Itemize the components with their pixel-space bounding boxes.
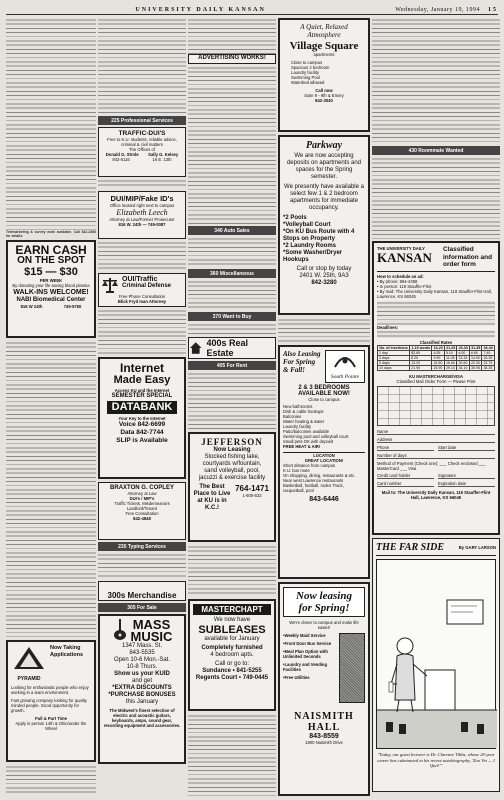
south-pointe-t1: 2 & 3 BEDROOMS bbox=[298, 385, 350, 391]
rates-header-cell: 36-40 bbox=[483, 345, 493, 350]
jefferson-logo: JEFFERSON bbox=[201, 437, 263, 447]
naismith-f3: •Meal Plan Option with Unlimited Seconds bbox=[283, 649, 328, 659]
parkway-phone: 842-3280 bbox=[311, 280, 337, 286]
south-pointe-logo-icon bbox=[333, 353, 357, 369]
south-pointe-ad bbox=[278, 345, 370, 579]
village-b5: Waterbed allowed bbox=[291, 80, 325, 85]
mass-phone: 843-5535 bbox=[129, 650, 155, 656]
rate-cell: 7.45 bbox=[482, 350, 495, 355]
rate-cell: 8.20 bbox=[410, 355, 432, 360]
south-pointe-loc2: K.U. bus route bbox=[283, 468, 310, 473]
rate-cell: 9.90 bbox=[432, 355, 445, 360]
mass-address: 1347 Mass. St. bbox=[121, 643, 163, 649]
internet-data: Data 842-7744 bbox=[120, 429, 164, 436]
rate-cell: 38.35 bbox=[482, 365, 495, 370]
oui-traffic-ad bbox=[98, 273, 186, 307]
rate-cell: 13.15 bbox=[458, 355, 468, 360]
braxton-name: BRAXTON G. COPLEY bbox=[110, 485, 174, 491]
south-pointe-f1: New bathrooms bbox=[283, 404, 313, 409]
pyramid-body: Looking for enthusiastic people who enjoy working in a team environment. bbox=[11, 685, 89, 695]
help-wanted-teaser: Telemarketing & survey work available. Call 842-3366 for details. bbox=[6, 230, 96, 239]
south-pointe-f2: Dish & cable hookups bbox=[283, 409, 324, 414]
masterchapt-t7: Sundance • 841-5255 bbox=[202, 668, 262, 674]
rate-cell: 23.75 bbox=[482, 360, 495, 365]
kansan-how-to: How to schedule an ad: bbox=[377, 273, 424, 279]
village-call: Call now bbox=[315, 88, 333, 93]
traffic-offices: The Offices of bbox=[129, 147, 155, 152]
village-addr: Suite 9 - 9th & Emery bbox=[304, 93, 344, 98]
south-pointe-loc-title: GREAT LOCATION! bbox=[304, 458, 344, 463]
classified-text-block bbox=[98, 309, 186, 355]
parkway-f3: *On KU Bus Route with 4 Stops on Property bbox=[283, 229, 355, 242]
parkway-f5: *Some Washer/Dryer Hookups bbox=[283, 250, 343, 263]
naismith-t3: We're closer to campus and make life easier! bbox=[289, 620, 359, 630]
rate-cell: 5.10 bbox=[444, 350, 457, 355]
masterchapt-t6: Call or go to: bbox=[214, 661, 250, 667]
oui-title-2: Criminal Defense bbox=[122, 283, 172, 289]
page-header bbox=[6, 3, 498, 15]
oui-name: Blick Fryd man Attorney bbox=[117, 299, 167, 304]
parkway-commons-ad bbox=[278, 135, 370, 315]
traffic-phone: 842-5116 bbox=[112, 157, 130, 162]
music-logo: MUSIC bbox=[130, 629, 173, 644]
kansan-form-logo: KANSAN bbox=[377, 250, 432, 265]
address-field[interactable] bbox=[377, 437, 495, 443]
naismith-building-photo bbox=[339, 633, 365, 703]
pyramid-ad bbox=[6, 640, 96, 762]
name-field-label: Name bbox=[377, 428, 389, 434]
classified-text-block bbox=[188, 323, 276, 335]
phone-field[interactable] bbox=[377, 445, 434, 451]
rate-cell: 10 days bbox=[378, 365, 410, 370]
rates-header-cell: 31-35 bbox=[471, 345, 481, 350]
rates-header-cell: 16-20 bbox=[433, 345, 443, 350]
classified-text-block bbox=[188, 372, 276, 430]
mass-bonuses: *PURCHASE BONUSES bbox=[108, 692, 176, 698]
far-side-comic bbox=[372, 538, 500, 792]
internet-voice: Voice 842-6699 bbox=[118, 421, 166, 428]
south-pointe-loc5: Basketball, football, rodeo Track, racquetball, pool bbox=[283, 483, 344, 493]
braxton-title: Attorney at Law bbox=[127, 491, 157, 496]
want-to-buy-header: 370 Want to Buy bbox=[188, 312, 276, 321]
traffic-name-2: Sally G. Kelsey bbox=[148, 152, 179, 157]
rate-cell: 4.55 bbox=[432, 350, 445, 355]
braxton-t5: Landlord/Tenant bbox=[126, 506, 158, 511]
naismith-address: 1800 Naismith Drive bbox=[305, 740, 343, 745]
advertising-works-banner: ADVERTISING WORKS! bbox=[188, 54, 276, 64]
traffic-address: 16 E. 13th bbox=[152, 157, 172, 162]
internet-key: Your Key to the Internet bbox=[118, 416, 166, 421]
name-field[interactable] bbox=[377, 429, 495, 435]
parkway-t2: We presently have available a select few 1 & 2 bedroom apartments for immediate occupancy. bbox=[284, 184, 364, 211]
village-b3: Laundry facility bbox=[291, 70, 319, 75]
classified-text-block bbox=[188, 18, 276, 54]
cartoon-drawing bbox=[377, 560, 497, 748]
earn-cash-ad bbox=[6, 240, 96, 338]
naismith-f5: •Free Utilities bbox=[283, 675, 310, 680]
village-b1: Close to campus bbox=[291, 60, 323, 65]
internet-slip: SLIP is Available bbox=[116, 437, 168, 444]
classified-text-block bbox=[188, 545, 276, 597]
earn-cash-desc: By donating your life saving blood plasma bbox=[12, 283, 90, 288]
rate-cell: 34.10 bbox=[458, 365, 468, 370]
south-pointe-t3: Close to campus bbox=[308, 397, 340, 402]
earn-cash-headline-2: ON THE SPOT bbox=[17, 255, 85, 266]
days-label: Number of days bbox=[377, 452, 407, 458]
mass-logo: MASS bbox=[132, 617, 171, 632]
jefferson-tagline: The Best Place to Live at KU is in K.C.! bbox=[193, 484, 231, 511]
earn-cash-address: 816 W 24th bbox=[20, 304, 43, 309]
earn-cash-amount: $15 — $30 bbox=[24, 266, 78, 278]
south-pointe-f5: Laundry facility bbox=[283, 424, 311, 429]
number-of-days-field[interactable] bbox=[377, 453, 495, 459]
rate-cell: 16.35 bbox=[482, 355, 495, 360]
masterchapt-t1: We now have bbox=[213, 617, 251, 623]
south-pointe-f4: Water heating & water bbox=[283, 419, 325, 424]
classified-text-block bbox=[372, 18, 500, 144]
header-date: Wednesday, January 19, 1994 bbox=[395, 7, 480, 13]
signature-field[interactable] bbox=[438, 473, 495, 479]
masterchapt-logo: MASTERCHAPT bbox=[193, 604, 271, 615]
dui-sub-2: Attorney at Law/Former Prosecutor bbox=[109, 217, 175, 222]
expiration-label: Expiration date bbox=[438, 480, 466, 486]
classified-text-block bbox=[6, 18, 96, 230]
rates-header-cell: 21-25 bbox=[446, 345, 456, 350]
pyramid-sub: Now Taking Applications bbox=[50, 645, 84, 658]
rates-table bbox=[377, 345, 495, 371]
signature-label: Signature bbox=[438, 472, 456, 478]
kansan-method-2: • In person: 119 Stauffer-Flint bbox=[377, 283, 432, 289]
scales-of-justice-icon bbox=[101, 276, 119, 294]
header-page-number: 15 bbox=[487, 7, 498, 13]
earn-cash-headline: EARN CASH bbox=[15, 243, 87, 257]
rate-cell: 5 days bbox=[378, 360, 410, 365]
far-side-cartoon-image bbox=[376, 559, 496, 749]
braxton-copley-ad bbox=[98, 482, 186, 540]
classified-text-block bbox=[372, 157, 500, 239]
column-3 bbox=[188, 18, 276, 796]
traffic-sub: Free to K.U. students, reliable advice, criminal & civil matters bbox=[107, 137, 177, 147]
south-pointe-loc4: Near west Lawrence restaurants bbox=[283, 478, 344, 483]
classified-text-block bbox=[188, 66, 276, 224]
for-sale-header: 305 For Sale bbox=[98, 603, 186, 612]
guitar-icon bbox=[112, 619, 128, 641]
far-side-byline: By GARY LARSON bbox=[458, 545, 496, 550]
village-logo: Village Square bbox=[289, 40, 359, 52]
naismith-now-leasing: Now leasing bbox=[296, 590, 352, 602]
classified-text-block bbox=[188, 280, 276, 310]
village-b2: Spacious 2 bedroom bbox=[291, 65, 330, 70]
village-square-ad bbox=[278, 18, 370, 132]
earn-cash-walkins: WALK-INS WELCOME! bbox=[13, 289, 89, 296]
jefferson-f2: courtyards w/fountain, bbox=[202, 461, 262, 467]
kansan-form-heading: Classified information and order form bbox=[443, 246, 493, 268]
south-pointe-banner: Also Leasing For Spring & Fall! bbox=[283, 350, 321, 374]
earn-cash-center: NABI Biomedical Center bbox=[16, 297, 86, 303]
south-pointe-loc-heading: LOCATION bbox=[283, 452, 365, 458]
jefferson-f3: sand volleyball, pool, bbox=[204, 468, 260, 474]
start-date-label: Start date bbox=[438, 444, 457, 450]
rate-cell: 21.90 bbox=[410, 365, 432, 370]
rate-cell: 29.10 bbox=[445, 365, 455, 370]
south-pointe-logo: South Pointe bbox=[330, 374, 360, 380]
mass-hours: Open 10-6 Mon.-Sat. bbox=[113, 657, 171, 663]
naismith-f1: •Weekly Maid Service bbox=[283, 633, 326, 638]
classified-text-block-3 bbox=[6, 765, 96, 796]
kansan-deadlines: Deadlines: bbox=[377, 324, 399, 330]
rate-cell: 6.00 bbox=[457, 350, 470, 355]
braxton-t4: Traffic Tickets, Misdemeanors bbox=[114, 501, 170, 506]
jefferson-f1: Stocked fishing lake, bbox=[204, 454, 260, 460]
mail-to: Mail to: The University Daily Kansan, 119 Stauffer-Flint Hall, Lawrence, KS 66045 bbox=[381, 489, 491, 500]
jefferson-phone-2: 1-800-633 bbox=[242, 493, 262, 498]
rate-cell: 13.20 bbox=[410, 360, 432, 365]
mass-january: this January bbox=[125, 699, 159, 705]
misc-header: 360 Miscellaneous bbox=[188, 269, 276, 278]
traffic-name-1: Donald G. Strole bbox=[105, 152, 139, 157]
village-t2: Atmosphere bbox=[307, 31, 341, 39]
classified-text-block bbox=[278, 318, 370, 342]
classified-text-block bbox=[98, 179, 186, 189]
braxton-t6: Free Consultation bbox=[125, 511, 159, 516]
oui-sub: Free Phone Consultation bbox=[118, 294, 166, 299]
village-b4: Swimming Pool bbox=[291, 75, 320, 80]
house-icon bbox=[189, 341, 203, 355]
merchandise-header: 300s Merchandise bbox=[98, 581, 186, 601]
real-estate-header: 400s Real Estate bbox=[188, 337, 276, 359]
dui-fake-id-ad bbox=[98, 191, 186, 239]
naismith-f2: •Front Door Bus Service bbox=[283, 641, 332, 646]
kansan-method-1: • By phone: 864-4358 bbox=[377, 278, 418, 284]
masterchapt-t3: available for January bbox=[204, 636, 260, 642]
naismith-phone: 843-8559 bbox=[309, 733, 339, 740]
phone-field-label: Phone bbox=[377, 444, 390, 450]
naismith-hall-ad bbox=[278, 582, 370, 796]
mass-and-get: and get bbox=[131, 678, 153, 684]
kansan-policy-text bbox=[377, 301, 495, 325]
south-pointe-f3: Balconies bbox=[283, 414, 302, 419]
dui-sub: Office located right next to campus bbox=[109, 203, 175, 208]
internet-headline: Internet bbox=[119, 361, 164, 375]
mass-hours-2: 10-8 Thurs. bbox=[126, 664, 158, 670]
cardholder-field[interactable] bbox=[377, 473, 434, 479]
south-pointe-f6: Patio/balconies available bbox=[283, 429, 330, 434]
jefferson-f4: jacuzzi & exercise facility bbox=[198, 475, 266, 481]
far-side-title: THE FAR SIDE bbox=[376, 542, 444, 553]
earn-cash-phone: 749-5750 bbox=[63, 304, 82, 309]
parkway-addr: 2401 W. 25th, 9A3 bbox=[299, 273, 349, 279]
classified-text-block bbox=[98, 18, 186, 114]
payment-method[interactable]: Method of Payment (Check one): ___ Check enclosed ___ MasterCard ___ Visa bbox=[377, 460, 486, 471]
braxton-t3: DUI's / MIP's bbox=[129, 496, 155, 501]
masterchapt-t4: Completely furnished bbox=[201, 645, 263, 651]
jefferson-phone: 764-1471 bbox=[235, 484, 269, 493]
pyramid-foot: Fast growing company looking for quality minded people. Good opportunity for growth. bbox=[11, 698, 87, 713]
south-pointe-f9: FREE HEAT & AIR! bbox=[283, 444, 321, 449]
ad-copy-grid[interactable] bbox=[377, 386, 495, 426]
jefferson-leasing: Now Leasing bbox=[213, 447, 251, 453]
column-4 bbox=[278, 18, 370, 796]
kansan-deadline-text bbox=[377, 330, 495, 338]
rate-cell: 25.95 bbox=[433, 365, 443, 370]
rate-cell: 1 day bbox=[378, 350, 410, 355]
expiration-field[interactable] bbox=[438, 481, 495, 487]
kansan-form-title: THE UNIVERSITY DAILY bbox=[377, 246, 425, 251]
dui-phone: 816 W. 24th — 749-0087 bbox=[118, 222, 166, 227]
mass-discounts: *EXTRA DISCOUNTS bbox=[112, 685, 172, 691]
internet-access: Access KU and the Internet bbox=[114, 388, 170, 393]
rate-cell: 3 days bbox=[378, 355, 410, 360]
pyramid-foot-2: Full & Part Time bbox=[35, 716, 67, 721]
south-pointe-loc3: On shopping, dining, restaurants & etc. bbox=[283, 473, 356, 478]
pyramid-logo-icon bbox=[12, 645, 46, 671]
village-phone: 842-3040 bbox=[315, 98, 333, 103]
table-row bbox=[378, 365, 495, 370]
kansan-rates-title: Classified Rates bbox=[419, 339, 453, 345]
column-5 bbox=[372, 18, 500, 796]
professional-services-header: 225 Professional Services bbox=[98, 116, 186, 125]
rate-cell: 20.50 bbox=[458, 360, 468, 365]
rates-table-header-row bbox=[378, 345, 495, 350]
rate-cell: 14.90 bbox=[470, 355, 480, 360]
parkway-t3: Call or stop by today bbox=[296, 266, 352, 272]
parkway-f4: *2 Laundry Rooms bbox=[283, 243, 337, 249]
masterchapt-ad bbox=[188, 599, 276, 711]
dui-title: DUI/MIP/Fake ID's bbox=[110, 194, 174, 203]
roommate-wanted-header: 430 Roommate Wanted bbox=[372, 146, 500, 155]
traffic-title: TRAFFIC-DUI'S bbox=[118, 130, 166, 137]
masterchapt-t5: 4 bedroom apts. bbox=[210, 652, 254, 658]
naismith-t1 bbox=[283, 587, 365, 617]
internet-special: SEMESTER SPECIAL bbox=[111, 393, 173, 399]
earn-cash-per-week: PER WEEK bbox=[39, 278, 63, 283]
pyramid-title: PYRAMID bbox=[17, 676, 41, 682]
classified-text-block-2 bbox=[6, 341, 96, 637]
south-pointe-loc1: Short distance from campus bbox=[283, 463, 336, 468]
dui-name: Elizabeth Leech bbox=[116, 208, 168, 217]
start-date-field[interactable] bbox=[438, 445, 495, 451]
masterchapt-subleases: SUBLEASES bbox=[198, 624, 266, 636]
mail-form-sub: Classified Mail Order Form — Please Print bbox=[396, 378, 476, 384]
parkway-logo: Parkway bbox=[305, 140, 343, 151]
kansan-classified-order-form bbox=[372, 241, 500, 535]
classified-text-block bbox=[98, 241, 186, 271]
rates-header-cell: 1-15 words bbox=[411, 345, 431, 350]
south-pointe-phone: 843-6446 bbox=[309, 496, 339, 503]
column-1 bbox=[6, 18, 96, 796]
south-pointe-t2: AVAILABLE NOW! bbox=[298, 391, 350, 397]
naismith-for-spring: for Spring! bbox=[298, 602, 350, 614]
masterchapt-t8: Regents Court • 749-0445 bbox=[195, 675, 269, 681]
south-pointe-f8: Small pets OK with deposit bbox=[283, 439, 334, 444]
rate-cell: $3.65 bbox=[410, 350, 432, 355]
village-t1: A Quiet, Relaxed bbox=[300, 23, 348, 31]
jefferson-ad bbox=[188, 432, 276, 542]
address-field-label: Address bbox=[377, 436, 393, 442]
rates-header-cell: No. of insertions bbox=[379, 345, 408, 350]
south-pointe-f7: Swimming pool and volleyball court bbox=[283, 434, 349, 439]
oui-title: OUI/Traffic bbox=[122, 276, 158, 283]
far-side-caption: "Today, our guest lecturer is Dr. Clarence Tibbs, whose 20-year career has culminated in his recent autobiography, 'Zoo Vet — I Quit!'" bbox=[377, 752, 495, 768]
kansan-method-3: • By mail: The University Daily Kansan, 119 Stauffer-Flint Hall, Lawrence, KS 66045 bbox=[377, 288, 492, 299]
mass-music-ad bbox=[98, 614, 186, 764]
rate-cell: 6.80 bbox=[469, 350, 482, 355]
typing-header: 235 Typing Services bbox=[98, 542, 186, 551]
traffic-dui-ad bbox=[98, 127, 186, 177]
village-logo-2: apartments bbox=[313, 52, 335, 57]
header-masthead: UNIVERSITY DAILY KANSAN bbox=[135, 7, 266, 13]
rate-cell: 16.80 bbox=[445, 360, 455, 365]
mass-tagline: The Midwest's finest selection of electric and acoustic guitars, keyboards, amps, sound gear, recording equipment and accessories. bbox=[103, 708, 181, 728]
parkway-f1: *2 Pools bbox=[283, 215, 307, 221]
internet-databank-ad bbox=[98, 357, 186, 479]
card-number-field[interactable] bbox=[377, 481, 434, 487]
pyramid-foot-3: Apply in person 14th & Ohio/under the Wheel bbox=[15, 721, 87, 731]
rate-cell: 22.30 bbox=[470, 360, 480, 365]
classified-text-block bbox=[188, 237, 276, 267]
mail-form-title: KU MASTERCHARGE/VISA bbox=[409, 373, 463, 379]
classified-text-block bbox=[188, 714, 276, 796]
braxton-phone: 842-4848 bbox=[133, 516, 151, 521]
column-2 bbox=[98, 18, 186, 796]
internet-headline-2: Made Easy bbox=[113, 374, 171, 386]
rate-cell: 35.95 bbox=[470, 365, 480, 370]
mass-kuid: Show us your KUID bbox=[114, 671, 170, 677]
rates-header-cell: 26-30 bbox=[458, 345, 468, 350]
naismith-f4: •Laundry and Vending Facilities bbox=[283, 662, 328, 672]
card-number-label: Card number bbox=[377, 480, 402, 486]
rate-cell: 15.50 bbox=[433, 360, 443, 365]
parkway-f2: *Volleyball Court bbox=[283, 222, 331, 228]
parkway-t1: We are now accepting deposits on apartments and spaces for the Spring semester. bbox=[286, 153, 362, 180]
classified-text-block bbox=[98, 553, 186, 579]
cardholder-label: Credit card holder bbox=[377, 472, 411, 478]
auto-sales-header: 340 Auto Sales bbox=[188, 226, 276, 235]
databank-logo: DATABANK bbox=[107, 401, 177, 414]
naismith-logo: NAISMITH HALL bbox=[294, 711, 354, 733]
rate-cell: 11.05 bbox=[444, 355, 457, 360]
for-rent-header: 405 For Rent bbox=[188, 361, 276, 370]
